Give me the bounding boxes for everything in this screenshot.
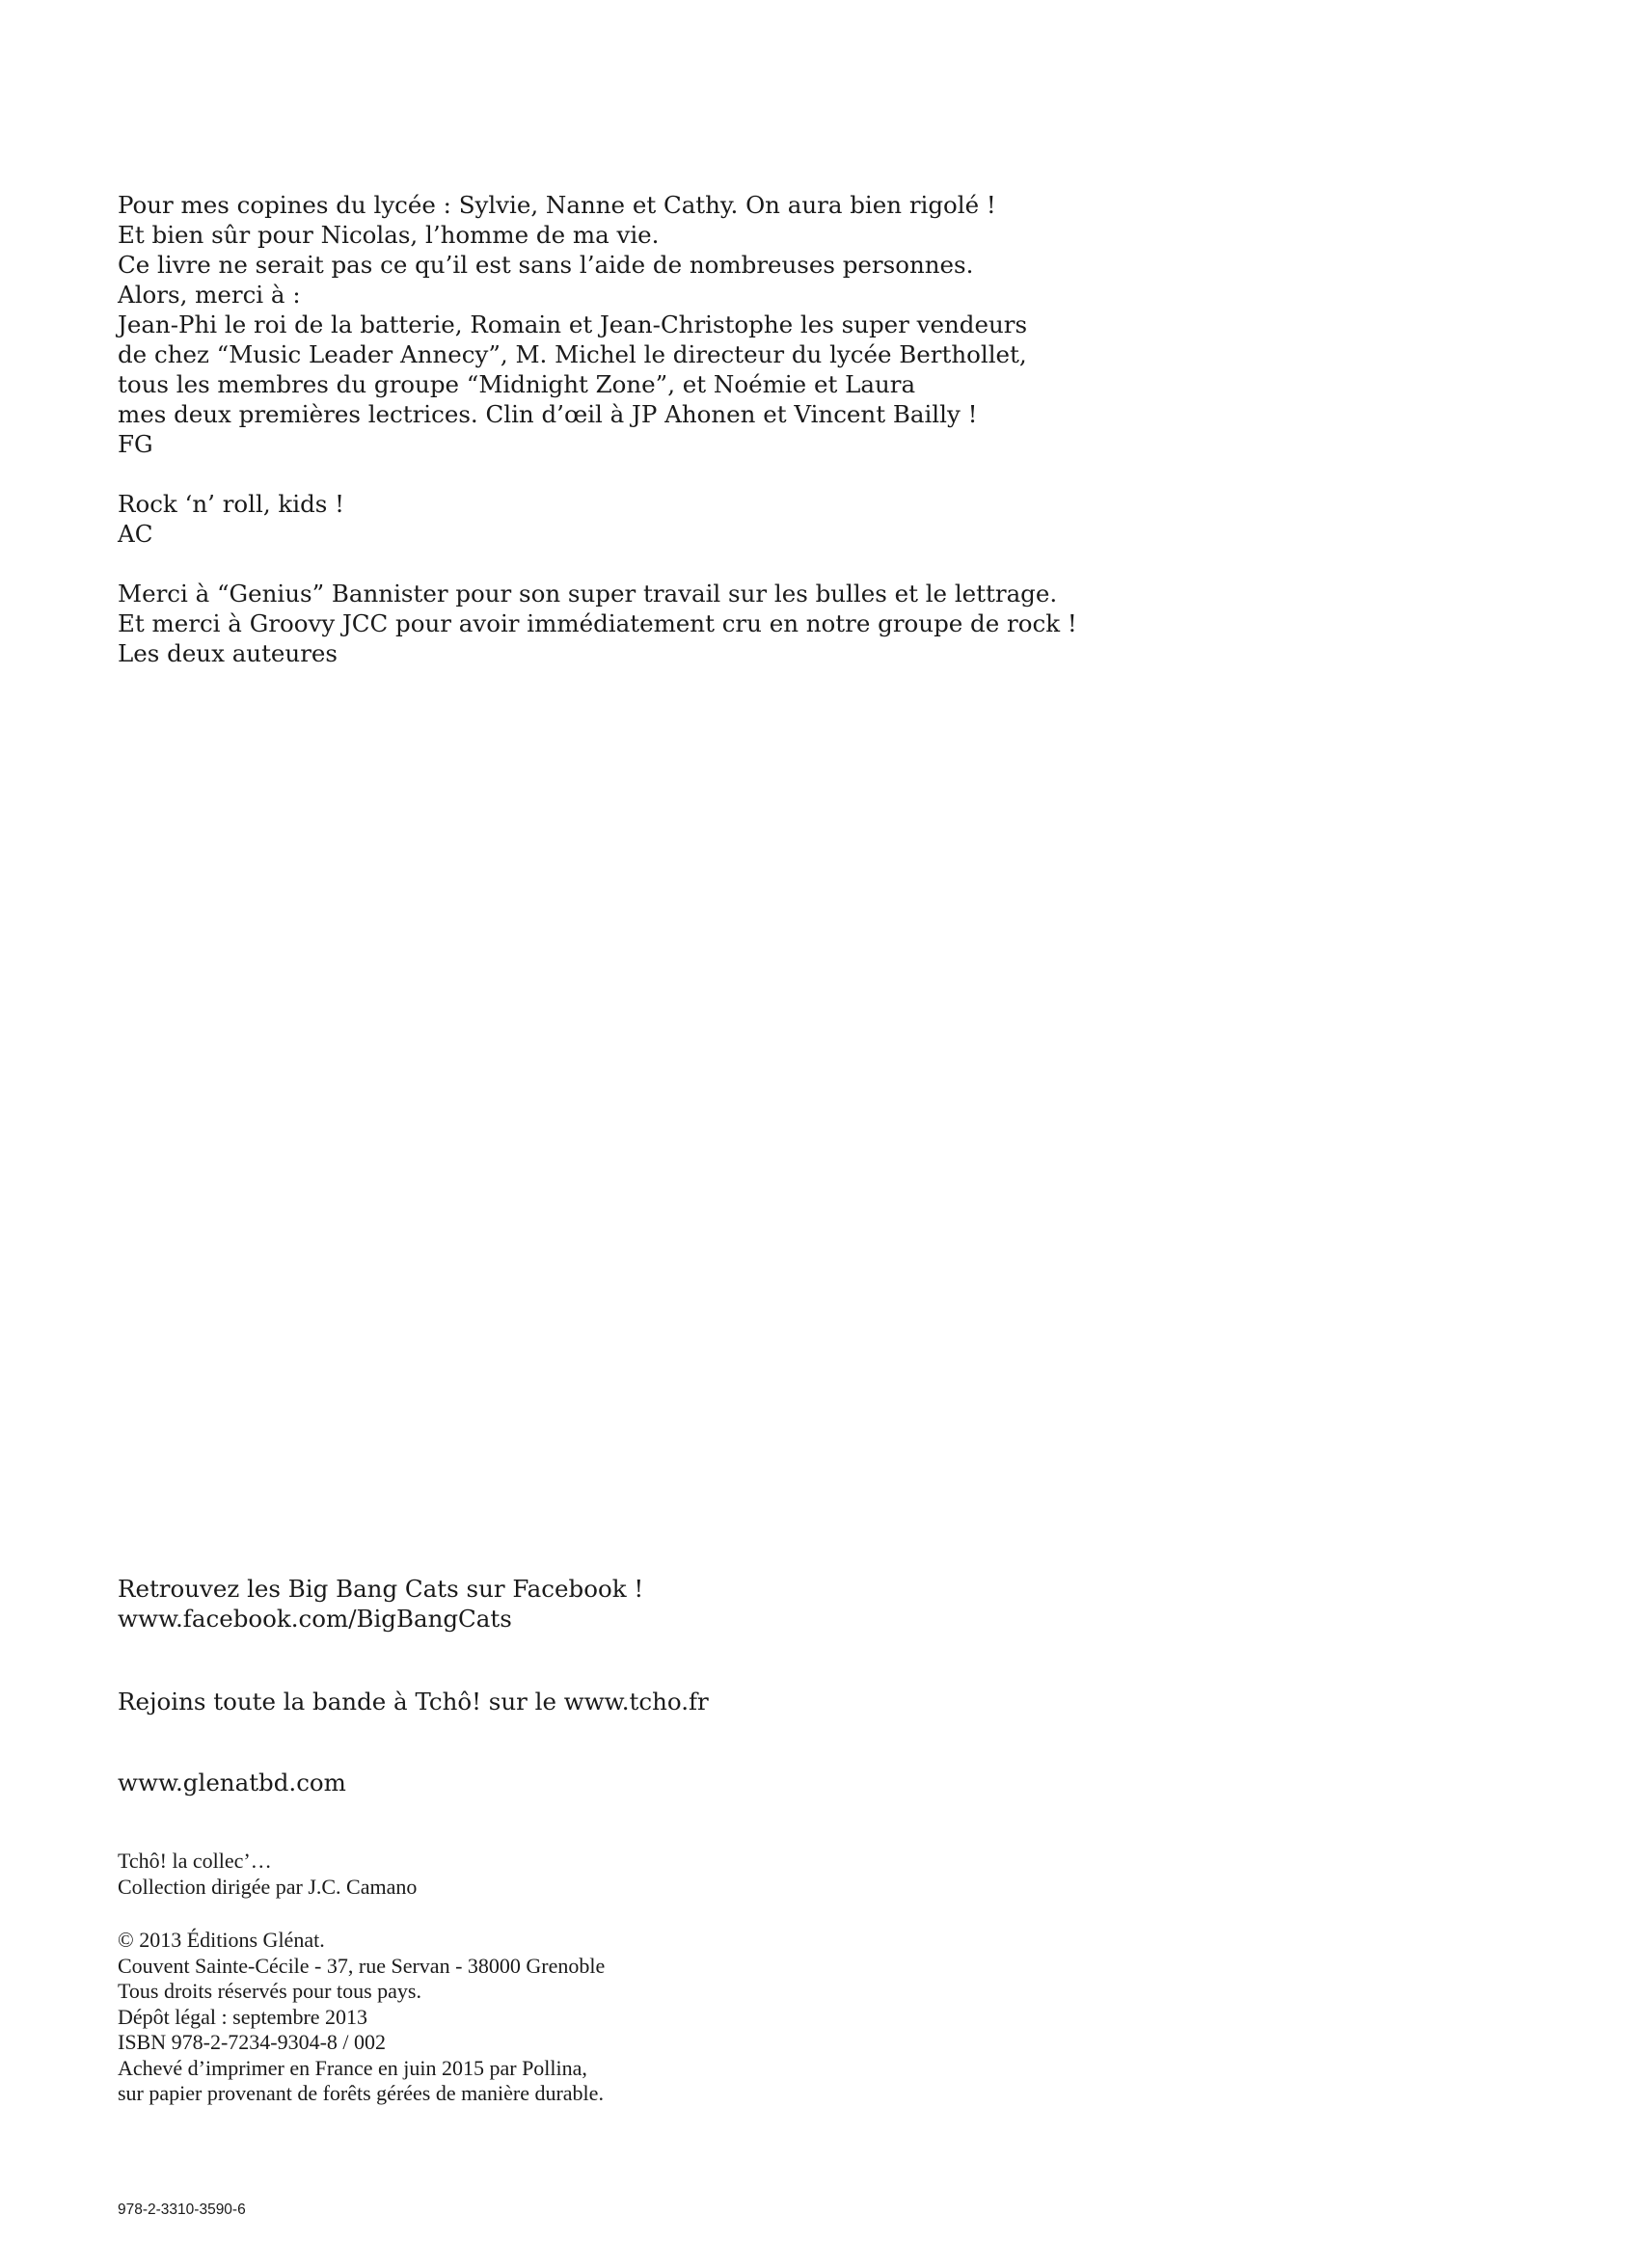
isbn: ISBN 978-2-7234-9304-8 / 002 <box>118 2030 387 2054</box>
printing-info: Achevé d’imprimer en France en juin 2015 par Pollina, <box>118 2055 587 2080</box>
facebook-link[interactable]: www.facebook.com/BigBangCats <box>118 1605 512 1633</box>
copyright: © 2013 Éditions Glénat. <box>118 1928 325 1952</box>
collection-info <box>118 1849 417 1900</box>
dedication-signature: FG <box>118 430 153 458</box>
dedication-line: Alors, merci à : <box>118 281 301 309</box>
glenat-link[interactable]: www.glenatbd.com <box>118 1769 346 1796</box>
dedication-line: Rock ‘n’ roll, kids ! <box>118 490 344 518</box>
dedication-line: Ce livre ne serait pas ce qu’il est sans l’aide de nombreuses personnes. <box>118 251 974 279</box>
facebook-promo <box>118 1574 643 1634</box>
collection-name: Tchô! la collec’… <box>118 1849 272 1873</box>
footer-isbn: 978-2-3310-3590-6 <box>118 2201 246 2218</box>
dedication-line: tous les membres du groupe “Midnight Zone”, et Noémie et Laura <box>118 370 916 398</box>
dedication-signature: Les deux auteures <box>118 639 338 667</box>
paper-info: sur papier provenant de forêts gérées de manière durable. <box>118 2081 604 2105</box>
dedications-block <box>118 190 1077 668</box>
dedication-line: Et bien sûr pour Nicolas, l’homme de ma vie. <box>118 221 660 249</box>
dedication-line: Et merci à Groovy JCC pour avoir immédiatement cru en notre groupe de rock ! <box>118 609 1077 637</box>
dedication-line: Merci à “Genius” Bannister pour son super travail sur les bulles et le lettrage. <box>118 580 1058 608</box>
legal-deposit: Dépôt légal : septembre 2013 <box>118 2004 368 2029</box>
facebook-text: Retrouvez les Big Bang Cats sur Facebook ! <box>118 1575 644 1603</box>
tcho-promo <box>118 1687 709 1716</box>
dedication-line: de chez “Music Leader Annecy”, M. Michel le directeur du lycée Berthollet, <box>118 340 1027 368</box>
publisher-address: Couvent Sainte-Cécile - 37, rue Servan - 38000 Grenoble <box>118 1953 606 1978</box>
collection-director: Collection dirigée par J.C. Camano <box>118 1874 418 1899</box>
legal-info <box>118 1928 605 2107</box>
dedication-line: Pour mes copines du lycée : Sylvie, Nanne et Cathy. On aura bien rigolé ! <box>118 191 996 219</box>
spacer <box>118 549 1077 579</box>
tcho-text: Rejoins toute la bande à Tchô! sur le www.tcho.fr <box>118 1688 709 1715</box>
dedication-line: mes deux premières lectrices. Clin d’œil à JP Ahonen et Vincent Bailly ! <box>118 400 978 428</box>
spacer <box>118 459 1077 489</box>
dedication-signature: AC <box>118 520 153 548</box>
glenat-promo <box>118 1768 346 1797</box>
rights-notice: Tous droits réservés pour tous pays. <box>118 1979 421 2003</box>
dedication-line: Jean-Phi le roi de la batterie, Romain et Jean-Christophe les super vendeurs <box>118 311 1028 338</box>
